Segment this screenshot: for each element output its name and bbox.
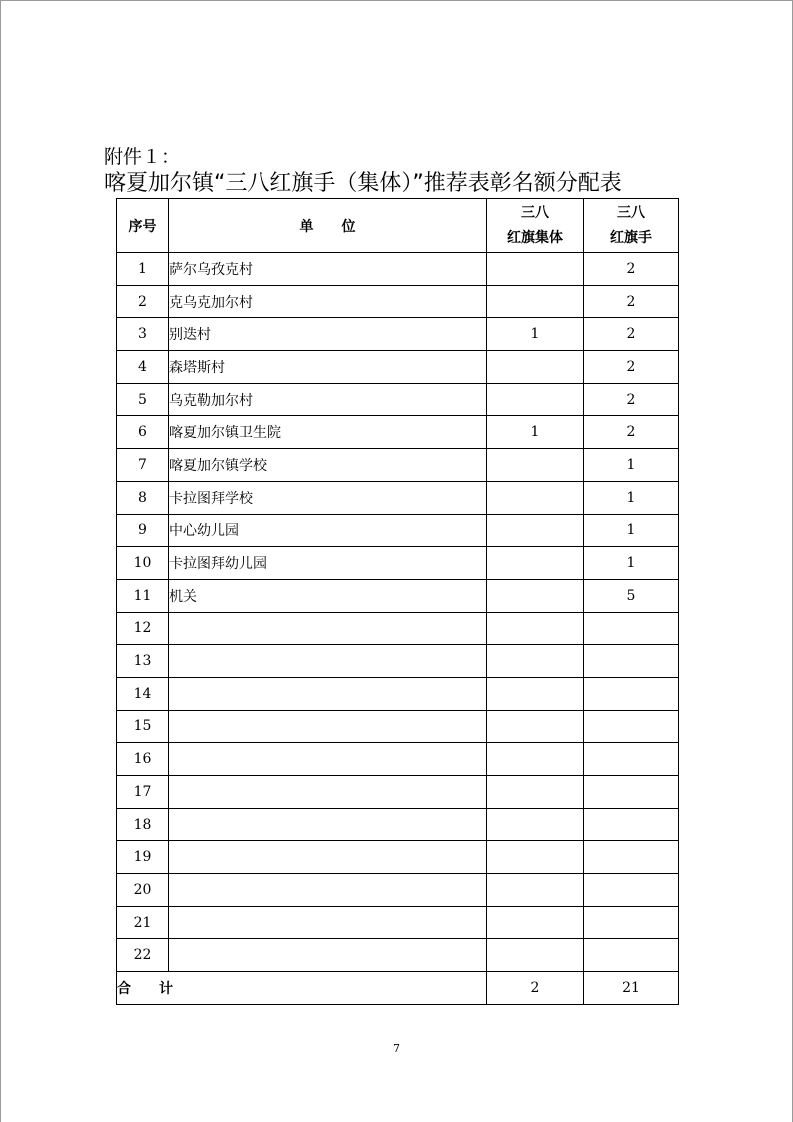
row-individual [584, 874, 679, 907]
row-seq: 6 [117, 416, 169, 449]
table-row [117, 318, 679, 351]
row-individual: 2 [584, 416, 679, 449]
header-individual-line2: 红旗手 [610, 229, 652, 246]
row-seq: 15 [117, 710, 169, 743]
table-row [117, 285, 679, 318]
header-collective-line1: 三八 [521, 204, 549, 221]
row-seq: 3 [117, 318, 169, 351]
table-row [117, 351, 679, 384]
total-collective: 2 [487, 972, 584, 1005]
row-unit: 别迭村 [169, 318, 487, 351]
row-individual: 1 [584, 481, 679, 514]
row-unit [169, 612, 487, 645]
table-row [117, 416, 679, 449]
row-seq: 8 [117, 481, 169, 514]
table-row [117, 645, 679, 678]
total-individual: 21 [584, 972, 679, 1005]
row-unit [169, 677, 487, 710]
row-unit [169, 645, 487, 678]
table-row [117, 481, 679, 514]
row-collective: 1 [487, 416, 584, 449]
row-collective [487, 383, 584, 416]
row-seq: 12 [117, 612, 169, 645]
row-collective [487, 547, 584, 580]
row-collective [487, 612, 584, 645]
row-individual: 1 [584, 547, 679, 580]
row-individual [584, 677, 679, 710]
row-individual [584, 841, 679, 874]
row-unit [169, 743, 487, 776]
row-seq: 1 [117, 253, 169, 286]
table-row [117, 514, 679, 547]
row-collective [487, 677, 584, 710]
header-unit: 单 位 [169, 199, 487, 253]
row-unit: 卡拉图拜幼儿园 [169, 547, 487, 580]
row-seq: 7 [117, 449, 169, 482]
row-collective [487, 449, 584, 482]
row-seq: 20 [117, 874, 169, 907]
row-seq: 17 [117, 776, 169, 809]
row-seq: 5 [117, 383, 169, 416]
table-row [117, 449, 679, 482]
page-border-left [0, 0, 1, 1122]
row-seq: 2 [117, 285, 169, 318]
total-row [117, 972, 679, 1005]
document-title: 喀夏加尔镇“三八红旗手（集体）”推荐表彰名额分配表 [104, 171, 622, 196]
row-unit: 萨尔乌孜克村 [169, 253, 487, 286]
row-seq: 18 [117, 808, 169, 841]
row-individual: 2 [584, 253, 679, 286]
row-individual [584, 808, 679, 841]
row-collective [487, 906, 584, 939]
row-seq: 10 [117, 547, 169, 580]
row-unit [169, 710, 487, 743]
row-individual: 1 [584, 514, 679, 547]
row-collective [487, 351, 584, 384]
page-number: 7 [393, 1042, 400, 1055]
table-row [117, 939, 679, 972]
row-unit [169, 776, 487, 809]
row-seq: 21 [117, 906, 169, 939]
row-individual [584, 776, 679, 809]
row-seq: 19 [117, 841, 169, 874]
header-collective-line2: 红旗集体 [507, 229, 563, 246]
row-unit [169, 939, 487, 972]
row-seq: 14 [117, 677, 169, 710]
row-individual [584, 612, 679, 645]
row-unit: 克乌克加尔村 [169, 285, 487, 318]
header-individual-line1: 三八 [617, 204, 645, 221]
row-seq: 13 [117, 645, 169, 678]
row-individual: 1 [584, 449, 679, 482]
row-individual: 2 [584, 383, 679, 416]
table-row [117, 253, 679, 286]
row-seq: 9 [117, 514, 169, 547]
row-individual [584, 645, 679, 678]
row-unit: 森塔斯村 [169, 351, 487, 384]
row-collective [487, 481, 584, 514]
header-seq: 序号 [117, 199, 169, 253]
row-individual: 2 [584, 285, 679, 318]
table-row [117, 808, 679, 841]
header-individual [584, 199, 679, 253]
row-seq: 4 [117, 351, 169, 384]
row-individual: 5 [584, 579, 679, 612]
row-individual [584, 743, 679, 776]
table-row [117, 579, 679, 612]
row-individual [584, 906, 679, 939]
table-row [117, 547, 679, 580]
row-individual: 2 [584, 351, 679, 384]
row-individual [584, 939, 679, 972]
row-collective [487, 514, 584, 547]
table-row [117, 612, 679, 645]
row-unit: 卡拉图拜学校 [169, 481, 487, 514]
table-header-row [117, 199, 679, 253]
row-collective [487, 743, 584, 776]
quota-table [116, 198, 679, 1005]
row-unit: 喀夏加尔镇卫生院 [169, 416, 487, 449]
row-collective [487, 645, 584, 678]
row-unit [169, 874, 487, 907]
row-collective [487, 874, 584, 907]
total-label: 合 计 [117, 972, 487, 1005]
row-collective [487, 939, 584, 972]
table-row [117, 677, 679, 710]
row-collective [487, 776, 584, 809]
row-seq: 16 [117, 743, 169, 776]
table-body [117, 253, 679, 972]
row-unit [169, 808, 487, 841]
table-row [117, 383, 679, 416]
table-row [117, 841, 679, 874]
row-unit: 机关 [169, 579, 487, 612]
row-unit [169, 841, 487, 874]
header-collective [487, 199, 584, 253]
row-unit: 中心幼儿园 [169, 514, 487, 547]
table-row [117, 710, 679, 743]
row-collective [487, 285, 584, 318]
row-seq: 11 [117, 579, 169, 612]
row-collective [487, 841, 584, 874]
table-row [117, 906, 679, 939]
row-collective [487, 579, 584, 612]
row-unit: 乌克勒加尔村 [169, 383, 487, 416]
row-collective [487, 808, 584, 841]
row-seq: 22 [117, 939, 169, 972]
row-unit [169, 906, 487, 939]
row-collective: 1 [487, 318, 584, 351]
row-unit: 喀夏加尔镇学校 [169, 449, 487, 482]
page-border-top [0, 0, 793, 1]
table-row [117, 743, 679, 776]
row-individual [584, 710, 679, 743]
table-row [117, 874, 679, 907]
row-collective [487, 253, 584, 286]
table-row [117, 776, 679, 809]
row-individual: 2 [584, 318, 679, 351]
attachment-label: 附件１： [104, 146, 181, 168]
row-collective [487, 710, 584, 743]
